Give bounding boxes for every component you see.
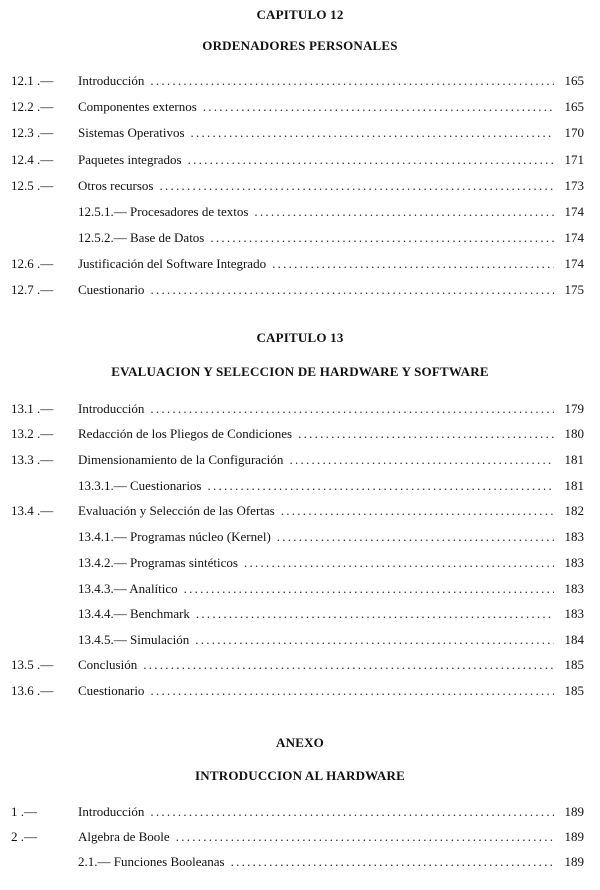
entry-number: 12.2 .—	[11, 99, 54, 114]
dot-leader	[191, 124, 554, 142]
entry-page: 182	[564, 503, 584, 518]
toc-entry	[0, 72, 600, 90]
toc-entry	[0, 425, 600, 443]
dot-leader	[150, 803, 554, 821]
entry-page: 171	[564, 152, 584, 167]
entry-title: Sistemas Operativos	[78, 125, 185, 140]
chapter-heading: CAPITULO 13	[256, 330, 344, 345]
entry-page: 183	[564, 529, 584, 544]
dot-leader	[188, 151, 554, 169]
entry-page: 179	[564, 401, 584, 416]
entry-number: 13.6 .—	[11, 683, 54, 698]
dot-leader	[298, 425, 554, 443]
entry-number: 12.7 .—	[11, 282, 54, 297]
entry-page: 185	[564, 657, 584, 672]
toc-subentry	[0, 229, 600, 247]
entry-page: 183	[564, 581, 584, 596]
entry-title: Cuestionario	[78, 683, 145, 698]
entry-title: 13.4.4.— Benchmark	[78, 606, 190, 621]
entry-page: 181	[564, 478, 584, 493]
dot-leader	[289, 451, 554, 469]
entry-title: 2.1.— Funciones Booleanas	[78, 854, 225, 869]
toc-entry	[0, 803, 600, 821]
toc-subentry	[0, 477, 600, 495]
entry-page: 174	[564, 256, 584, 271]
toc-entry	[0, 400, 600, 418]
chapter-title: INTRODUCCION AL HARDWARE	[195, 768, 405, 783]
dot-leader	[281, 502, 554, 520]
entry-number: 13.2 .—	[11, 426, 54, 441]
entry-number: 13.3 .—	[11, 452, 54, 467]
entry-page: 170	[564, 125, 584, 140]
toc-entry	[0, 177, 600, 195]
toc-subentry	[0, 580, 600, 598]
entry-page: 165	[564, 73, 584, 88]
dot-leader	[184, 580, 554, 598]
entry-title: Introducción	[78, 804, 145, 819]
entry-title: Introducción	[78, 73, 145, 88]
entry-title: 13.4.5.— Simulación	[78, 632, 190, 647]
entry-title: 12.5.1.— Procesadores de textos	[78, 204, 249, 219]
entry-title: Dimensionamiento de la Configuración	[78, 452, 284, 467]
entry-page: 183	[564, 555, 584, 570]
entry-page: 174	[564, 230, 584, 245]
chapter-heading: ANEXO	[276, 735, 324, 750]
entry-page: 173	[564, 178, 584, 193]
entry-page: 180	[564, 426, 584, 441]
dot-leader	[176, 828, 554, 846]
dot-leader	[203, 98, 554, 116]
entry-title: Introducción	[78, 401, 145, 416]
dot-leader	[272, 255, 554, 273]
dot-leader	[150, 281, 554, 299]
dot-leader	[254, 203, 554, 221]
entry-page: 181	[564, 452, 584, 467]
entry-title: 13.4.3.— Analítico	[78, 581, 178, 596]
entry-page: 185	[564, 683, 584, 698]
entry-number: 13.4 .—	[11, 503, 54, 518]
dot-leader	[210, 229, 554, 247]
toc-subentry	[0, 203, 600, 221]
entry-title: Justificación del Software Integrado	[78, 256, 267, 271]
dot-leader	[150, 682, 554, 700]
entry-page: 189	[564, 829, 584, 844]
entry-title: Conclusión	[78, 657, 138, 672]
entry-page: 165	[564, 99, 584, 114]
entry-title: Redacción de los Pliegos de Condiciones	[78, 426, 293, 441]
entry-number: 1 .—	[11, 804, 37, 819]
entry-page: 174	[564, 204, 584, 219]
entry-number: 13.1 .—	[11, 401, 54, 416]
toc-entry	[0, 656, 600, 674]
dot-leader	[195, 631, 554, 649]
entry-title: Paquetes integrados	[78, 152, 182, 167]
toc-entry	[0, 451, 600, 469]
toc-entry	[0, 151, 600, 169]
dot-leader	[244, 554, 554, 572]
entry-title: 13.4.2.— Programas sintéticos	[78, 555, 238, 570]
dot-leader	[277, 528, 554, 546]
toc-subentry	[0, 605, 600, 623]
entry-page: 189	[564, 804, 584, 819]
entry-title: Cuestionario	[78, 282, 145, 297]
toc-entry	[0, 682, 600, 700]
chapter-heading: CAPITULO 12	[256, 7, 344, 22]
toc-entry	[0, 255, 600, 273]
dot-leader	[150, 400, 554, 418]
entry-number: 12.6 .—	[11, 256, 54, 271]
entry-number: 12.5 .—	[11, 178, 54, 193]
entry-title: 12.5.2.— Base de Datos	[78, 230, 205, 245]
dot-leader	[159, 177, 554, 195]
entry-page: 175	[564, 282, 584, 297]
entry-number: 12.1 .—	[11, 73, 54, 88]
toc-subentry	[0, 853, 600, 871]
entry-page: 189	[564, 854, 584, 869]
entry-number: 13.5 .—	[11, 657, 54, 672]
toc-entry	[0, 281, 600, 299]
dot-leader	[208, 477, 555, 495]
toc-entry	[0, 98, 600, 116]
entry-title: Otros recursos	[78, 178, 154, 193]
dot-leader	[231, 853, 554, 871]
toc-subentry	[0, 554, 600, 572]
entry-title: 13.4.1.— Programas núcleo (Kernel)	[78, 529, 271, 544]
toc-entry	[0, 828, 600, 846]
dot-leader	[196, 605, 554, 623]
entry-title: Evaluación y Selección de las Ofertas	[78, 503, 275, 518]
entry-title: Componentes externos	[78, 99, 197, 114]
entry-page: 183	[564, 606, 584, 621]
dot-leader	[150, 72, 554, 90]
entry-number: 12.3 .—	[11, 125, 54, 140]
toc-subentry	[0, 528, 600, 546]
entry-number: 2 .—	[11, 829, 37, 844]
chapter-title: EVALUACION Y SELECCION DE HARDWARE Y SOFTWARE	[111, 364, 489, 379]
dot-leader	[143, 656, 554, 674]
entry-number: 12.4 .—	[11, 152, 54, 167]
toc-entry	[0, 124, 600, 142]
entry-title: 13.3.1.— Cuestionarios	[78, 478, 202, 493]
chapter-title: ORDENADORES PERSONALES	[202, 38, 398, 53]
toc-subentry	[0, 631, 600, 649]
toc-entry	[0, 502, 600, 520]
entry-title: Algebra de Boole	[78, 829, 170, 844]
entry-page: 184	[564, 632, 584, 647]
